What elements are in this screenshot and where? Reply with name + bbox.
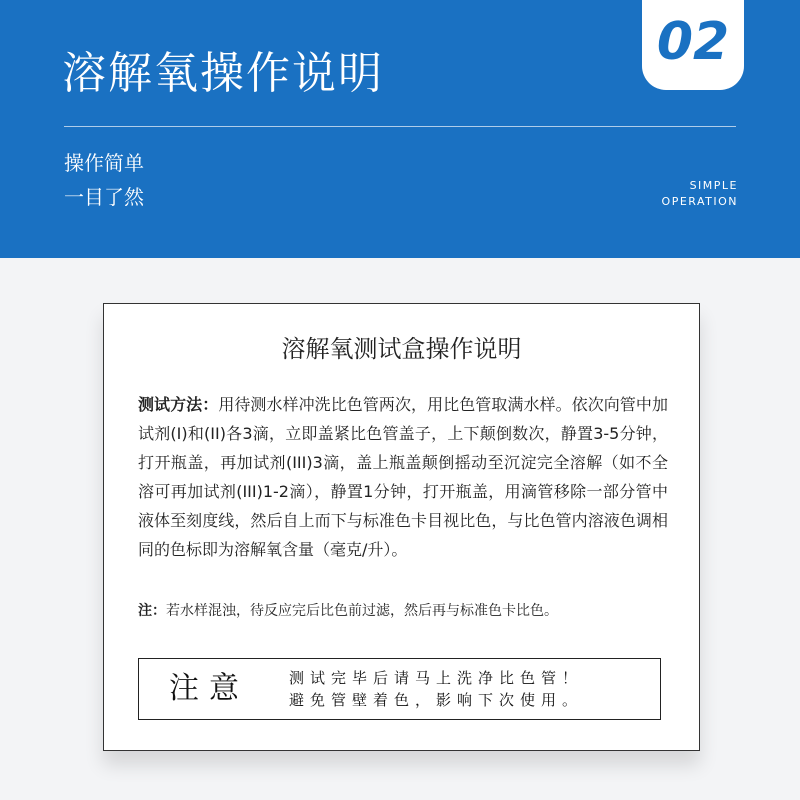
test-method-text: 用待测水样冲洗比色管两次，用比色管取满水样。依次向管中加试剂(I)和(II)各3滴，立即盖紧比色管盖子，上下颠倒数次，静置3-5分钟，打开瓶盖，再加试剂(III)3滴，盖上瓶盖颠倒摇动至沉淀完全溶解（如不全溶可再加试剂(III)1-2滴），静置1分钟，打开瓶盖，用滴管移除一部分管中液体至刻度线，然后自上而下与标准色卡目视比色，与比色管内溶液色调相同的色标即为溶解氧含量（毫克/升）。 — [138, 395, 668, 559]
tagline-line-2: 一目了然 — [64, 185, 144, 209]
header-banner — [0, 0, 800, 258]
page-title: 溶解氧操作说明 — [62, 48, 384, 99]
step-badge — [642, 0, 744, 90]
note-text: 若水样混浊，待反应完后比色前过滤，然后再与标准色卡比色。 — [166, 603, 558, 619]
notice-label: 注意 — [169, 671, 249, 706]
test-method-label: 测试方法： — [138, 395, 219, 414]
notice-box — [138, 658, 661, 720]
tagline-line-1: 操作简单 — [64, 151, 144, 175]
instruction-card — [103, 303, 700, 751]
header-divider — [64, 126, 736, 127]
notice-line-2: 避免管壁着色，影响下次使用。 — [289, 691, 584, 709]
notice-message — [289, 667, 583, 711]
card-title: 溶解氧测试盒操作说明 — [281, 335, 522, 363]
english-caption-line-2: OPERATION — [661, 195, 738, 208]
notice-line-1: 测试完毕后请马上洗净比色管！ — [289, 669, 584, 687]
step-number: 02 — [656, 12, 730, 72]
english-caption-line-1: SIMPLE — [689, 179, 738, 192]
note-paragraph — [138, 600, 668, 622]
note-label: 注： — [138, 603, 166, 619]
test-method-paragraph — [138, 390, 668, 564]
